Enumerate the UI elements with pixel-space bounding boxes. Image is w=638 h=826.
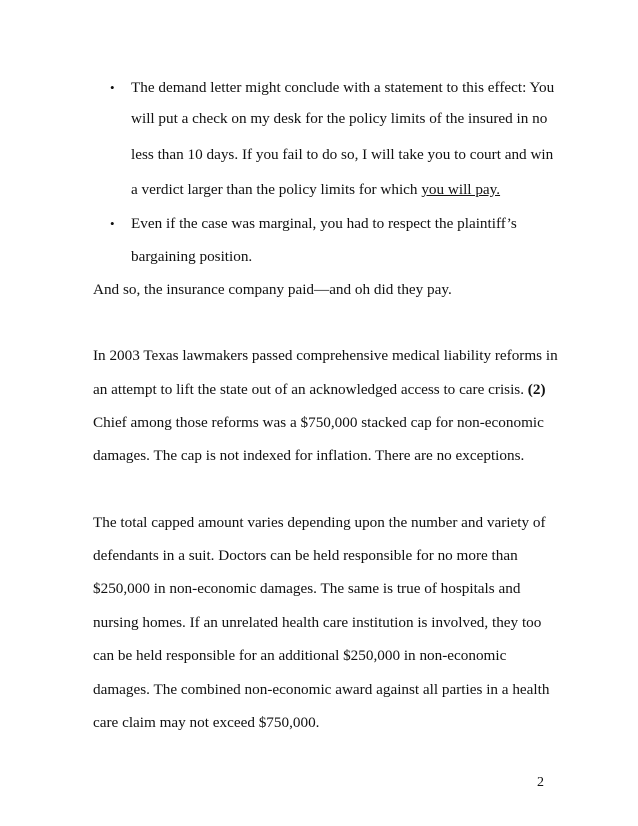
bullet-1-line-4-text: a verdict larger than the policy limits for which (131, 181, 422, 198)
paragraph-cap-line-5: can be held responsible for an additional $250,000 in non-economic (93, 647, 507, 664)
paragraph-2003-line-1: In 2003 Texas lawmakers passed comprehensive medical liability reforms in (93, 347, 558, 364)
paragraph-2003-line-2-text: an attempt to lift the state out of an acknowledged access to care crisis. (93, 381, 528, 398)
paragraph-cap-line-1: The total capped amount varies depending upon the number and variety of (93, 514, 546, 531)
underlined-phrase: you will pay. (421, 181, 501, 198)
paragraph-2003-line-4: damages. The cap is not indexed for inflation. There are no exceptions. (93, 447, 525, 464)
page-number: 2 (537, 775, 544, 790)
bullet-1-line-4 (131, 181, 500, 199)
bullet-2-line-2: bargaining position. (131, 248, 253, 265)
bullet-1-line-3: less than 10 days. If you fail to do so, I will take you to court and win (131, 146, 554, 163)
paragraph-cap-line-2: defendants in a suit. Doctors can be held responsible for no more than (93, 547, 518, 564)
paragraph-2003-line-2 (93, 381, 546, 399)
bullet-1-line-1: The demand letter might conclude with a statement to this effect: You (131, 79, 555, 96)
paragraph-cap-line-7: care claim may not exceed $750,000. (93, 714, 320, 731)
paragraph-cap-line-6: damages. The combined non-economic award against all parties in a health (93, 681, 550, 698)
paragraph-cap-line-3: $250,000 in non-economic damages. The same is true of hospitals and (93, 580, 521, 597)
reference-marker: (2) (527, 381, 546, 398)
bullet-1-line-2: will put a check on my desk for the policy limits of the insured in no (131, 110, 548, 127)
bullet-marker: • (110, 80, 115, 95)
paragraph-2003-line-3: Chief among those reforms was a $750,000 stacked cap for non-economic (93, 414, 544, 431)
bullet-2-line-1: Even if the case was marginal, you had to respect the plaintiff’s (131, 215, 517, 232)
paragraph-cap-line-4: nursing homes. If an unrelated health care institution is involved, they too (93, 614, 542, 631)
closing-line: And so, the insurance company paid—and oh did they pay. (93, 281, 452, 298)
bullet-marker: • (110, 216, 115, 231)
